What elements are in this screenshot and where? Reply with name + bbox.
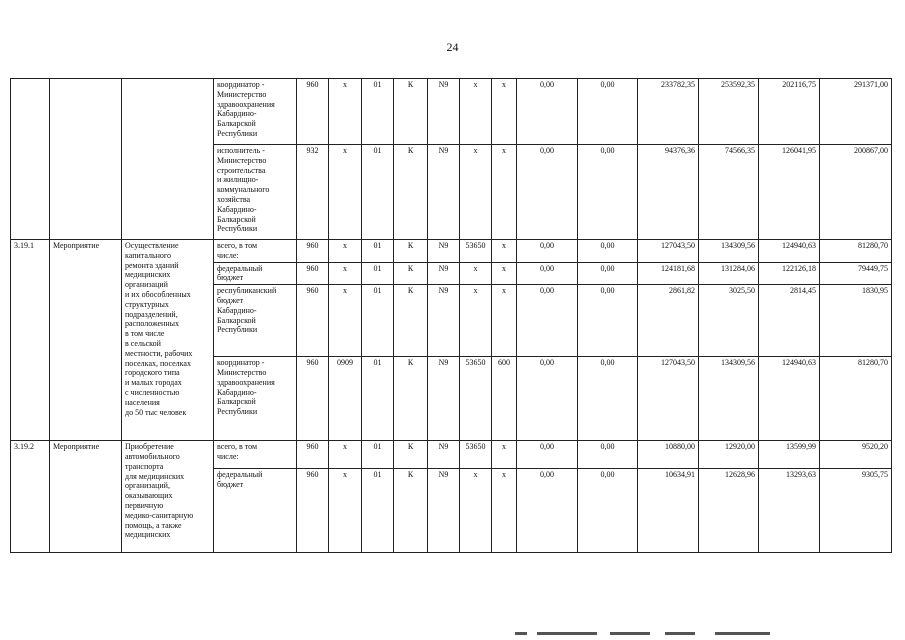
rzpr-code: x [329,285,362,357]
value-cell: 94376,36 [638,145,699,240]
direction-code: 53650 [460,240,492,263]
program-code: 01 [362,240,394,263]
item-type-cell [50,79,122,240]
direction-code: x [460,145,492,240]
scan-artifact [515,632,775,638]
program-code: 01 [362,441,394,469]
project-code: N9 [428,469,460,553]
vr-code: x [492,240,517,263]
subprogram-code: К [394,357,428,441]
value-cell: 0,00 [578,469,638,553]
program-code: 01 [362,145,394,240]
item-type-cell: Мероприятие [50,240,122,441]
value-cell: 131284,06 [699,262,759,285]
direction-code: x [460,285,492,357]
value-cell: 9520,20 [820,441,892,469]
responsible-cell: федеральный бюджет [214,262,297,285]
grbs-code: 960 [297,441,329,469]
table-row [11,240,892,263]
direction-code: 53650 [460,441,492,469]
project-code: N9 [428,357,460,441]
value-cell: 0,00 [517,441,578,469]
value-cell: 0,00 [578,441,638,469]
table-row [11,441,892,469]
project-code: N9 [428,240,460,263]
grbs-code: 960 [297,262,329,285]
value-cell: 0,00 [517,285,578,357]
project-code: N9 [428,285,460,357]
value-cell: 127043,50 [638,357,699,441]
value-cell: 253592,35 [699,79,759,145]
vr-code: x [492,285,517,357]
value-cell: 291371,00 [820,79,892,145]
value-cell: 12628,96 [699,469,759,553]
responsible-cell: всего, в том числе: [214,441,297,469]
direction-code: x [460,79,492,145]
grbs-code: 960 [297,357,329,441]
grbs-code: 960 [297,79,329,145]
rzpr-code: x [329,145,362,240]
value-cell: 124181,68 [638,262,699,285]
subprogram-code: К [394,145,428,240]
rzpr-code: x [329,262,362,285]
value-cell: 9305,75 [820,469,892,553]
value-cell: 12920,00 [699,441,759,469]
value-cell: 79449,75 [820,262,892,285]
value-cell: 0,00 [517,469,578,553]
table-row [11,79,892,145]
direction-code: x [460,469,492,553]
subprogram-code: К [394,79,428,145]
value-cell: 13293,63 [759,469,820,553]
value-cell: 0,00 [517,79,578,145]
subprogram-code: К [394,441,428,469]
value-cell: 0,00 [517,357,578,441]
value-cell: 0,00 [517,262,578,285]
page-number: 24 [446,40,459,54]
value-cell: 0,00 [578,240,638,263]
vr-code: x [492,262,517,285]
project-code: N9 [428,145,460,240]
project-code: N9 [428,79,460,145]
rzpr-code: x [329,240,362,263]
subprogram-code: К [394,285,428,357]
rzpr-code: 0909 [329,357,362,441]
responsible-cell: исполнитель - Министерство строительства и жилищно- коммунального хозяйства Кабардино- Балкарской Республики [214,145,297,240]
grbs-code: 960 [297,285,329,357]
value-cell: 0,00 [517,145,578,240]
value-cell: 0,00 [578,285,638,357]
program-code: 01 [362,285,394,357]
item-name-cell [122,79,214,240]
value-cell: 0,00 [578,262,638,285]
value-cell: 124940,63 [759,357,820,441]
value-cell: 0,00 [517,240,578,263]
responsible-cell: федеральный бюджет [214,469,297,553]
vr-code: x [492,79,517,145]
value-cell: 2861,82 [638,285,699,357]
responsible-cell: координатор - Министерство здравоохранения Кабардино- Балкарской Республики [214,357,297,441]
item-type-cell: Мероприятие [50,441,122,553]
value-cell: 81280,70 [820,357,892,441]
item-name-cell: Приобретение автомобильного транспорта для медицинских организаций, оказывающих первичную медико-санитарную помощь, а также медицинских [122,441,214,553]
grbs-code: 960 [297,240,329,263]
value-cell: 134309,56 [699,357,759,441]
vr-code: x [492,441,517,469]
program-code: 01 [362,469,394,553]
rzpr-code: x [329,441,362,469]
value-cell: 1830,95 [820,285,892,357]
value-cell: 202116,75 [759,79,820,145]
subprogram-code: К [394,240,428,263]
value-cell: 2814,45 [759,285,820,357]
item-number-cell: 3.19.2 [11,441,50,553]
value-cell: 124940,63 [759,240,820,263]
value-cell: 13599,99 [759,441,820,469]
value-cell: 126041,95 [759,145,820,240]
direction-code: x [460,262,492,285]
project-code: N9 [428,262,460,285]
value-cell: 0,00 [578,145,638,240]
item-number-cell [11,79,50,240]
subprogram-code: К [394,469,428,553]
item-number-cell: 3.19.1 [11,240,50,441]
value-cell: 3025,50 [699,285,759,357]
budget-table [10,78,892,553]
vr-code: x [492,145,517,240]
value-cell: 10634,91 [638,469,699,553]
program-code: 01 [362,262,394,285]
vr-code: x [492,469,517,553]
value-cell: 0,00 [578,357,638,441]
rzpr-code: x [329,79,362,145]
grbs-code: 932 [297,145,329,240]
subprogram-code: К [394,262,428,285]
responsible-cell: координатор - Министерство здравоохранения Кабардино- Балкарской Республики [214,79,297,145]
item-name-cell: Осуществление капитального ремонта зданий медицинских организаций и их обособленных структурных подразделений, расположенных в том числе в сельской местности, рабочих поселках, поселках городского типа и малых городах с численностью населения до 50 тыс человек [122,240,214,441]
direction-code: 53650 [460,357,492,441]
value-cell: 0,00 [578,79,638,145]
value-cell: 10880,00 [638,441,699,469]
value-cell: 233782,35 [638,79,699,145]
value-cell: 134309,56 [699,240,759,263]
value-cell: 122126,18 [759,262,820,285]
value-cell: 200867,00 [820,145,892,240]
responsible-cell: республиканский бюджет Кабардино- Балкарской Республики [214,285,297,357]
program-code: 01 [362,79,394,145]
project-code: N9 [428,441,460,469]
value-cell: 127043,50 [638,240,699,263]
value-cell: 74566,35 [699,145,759,240]
value-cell: 81280,70 [820,240,892,263]
rzpr-code: x [329,469,362,553]
vr-code: 600 [492,357,517,441]
grbs-code: 960 [297,469,329,553]
responsible-cell: всего, в том числе: [214,240,297,263]
program-code: 01 [362,357,394,441]
